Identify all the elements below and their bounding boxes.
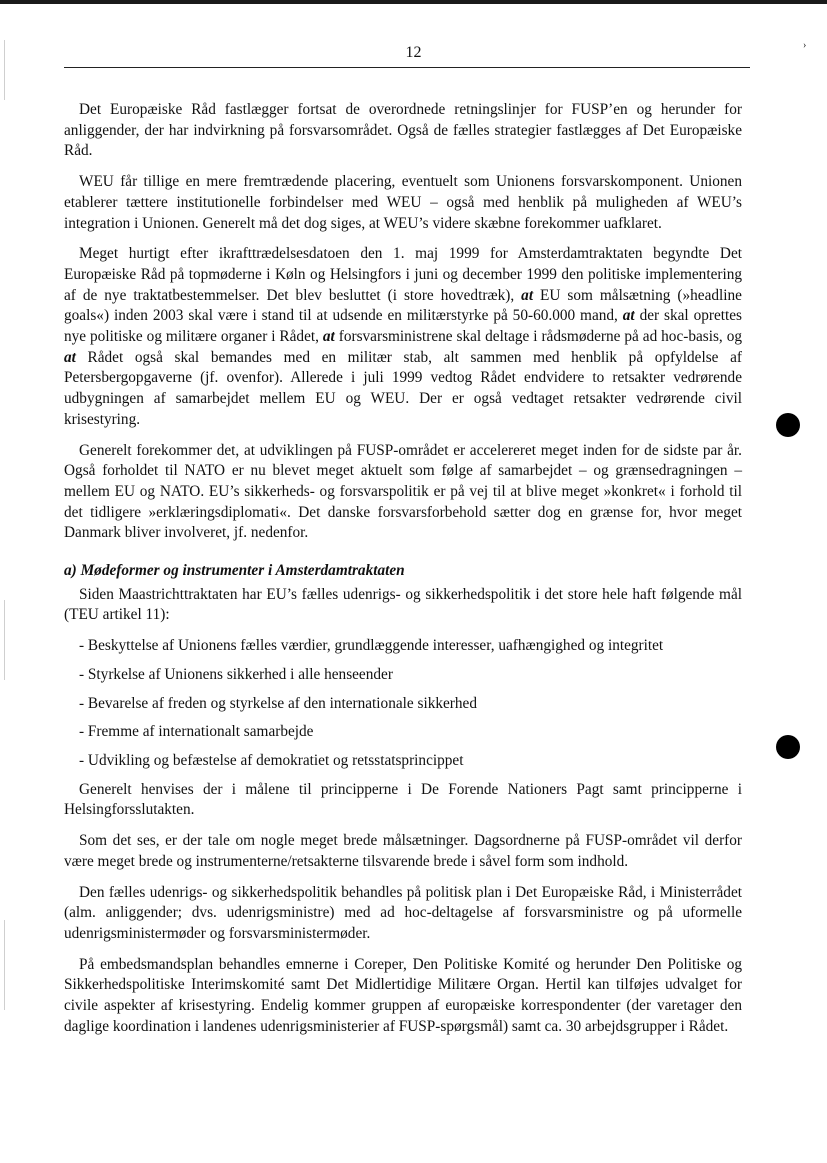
section-heading: a) Mødeformer og instrumenter i Amsterdamtraktaten [64,562,405,580]
paragraph: Generelt henvises der i målene til principperne i De Forende Nationers Pagt samt principperne i Helsingforsslutakten. [64,780,742,819]
emphasis-at: at [622,307,635,325]
punch-hole-dot [776,735,800,759]
list-item: - Fremme af internationalt samarbejde [79,723,314,741]
list-item: - Udvikling og befæstelse af demokratiet og retsstatsprincippet [79,751,464,769]
paragraph: WEU får tillige en mere fremtrædende placering, eventuelt som Unionens forsvarskomponent. Unionen etablerer tættere institutionelle forbindelser med WEU – også med henblik på muligheden af WEU’s integration i Unionen. Generelt må det dog siges, at WEU’s videre skæbne forekommer uafklaret. [64,173,742,232]
page-number: 12 [405,44,422,61]
document-body [64,100,742,1047]
scan-margin-line [4,600,5,680]
paragraph: På embedsmandsplan behandles emnerne i Coreper, Den Politiske Komité og herunder Den Politiske og Sikkerhedspolitiske Interimskomité samt Det Midlertidige Militære Organ. Hertil kan tilføjes udvalget for civile aspekter af krisestyring. Endelig kommer gruppen af europæiske korrespondenter (der varetager den daglige koordination i landenes udenrigsministerier af FUSP-spørgsmål) samt ca. 30 arbejdsgrupper i Rådet. [64,955,742,1035]
header-rule [64,67,750,68]
emphasis-at: at [64,348,76,366]
scan-margin-line [4,920,5,1010]
list-item: - Bevarelse af freden og styrkelse af den internationale sikkerhed [79,694,477,712]
paragraph: Siden Maastrichttraktaten har EU’s fælles udenrigs- og sikkerhedspolitik i det store hele haft følgende mål (TEU artikel 11): [64,585,742,624]
scan-top-border [0,0,827,4]
paragraph-amsterdam: Meget hurtigt efter ikrafttrædelsesdatoen den 1. maj 1999 for Amsterdamtraktaten begyndte Det Europæiske Råd på topmøderne i Køln og Helsingfors i juni og december 1999 den politiske implementering af de nye traktatbestemmelser. Det blev besluttet (i store hovedtræk), at EU som målsætning (»headline goals«) inden 2003 skal være i stand til at udsende en militærstyrke på 50-60.000 mand, at der skal oprettes nye politiske og militære organer i Rådet, at forsvarsministrene skal deltage i rådsmøderne på ad hoc-basis, og at Rådet også skal bemandes med en militær stab, alt sammen med henblik på opfyldelse af Petersbergopgaverne (jf. ovenfor). Allerede i juli 1999 vedtog Rådet endvidere to retsakter vedrørende udbygningen af samarbejdet mellem EU og WEU. Der er også vedtaget retsakter vedrørende civil krisestyring. [64,245,743,428]
emphasis-at: at [322,328,335,346]
paragraph: Som det ses, er der tale om nogle meget brede målsætninger. Dagsordnerne på FUSP-området vil derfor være meget brede og instrumenterne/retsakterne tilsvarende brede i såvel form som indhold. [64,832,742,870]
paragraph: Det Europæiske Råd fastlægger fortsat de overordnede retningslinjer for FUSP’en og herunder for anliggender, der har indvirkning på forsvarsområdet. Også de fælles strategier fastlægges af Det Europæiske Råd. [64,101,742,160]
paragraph: Den fælles udenrigs- og sikkerhedspolitik behandles på politisk plan i Det Europæiske Råd, i Ministerrådet (alm. anliggender; dvs. udenrigsministre) med ad hoc-deltagelse af forsvarsministre og på uformelle udenrigsministermøder og forsvarsministermøder. [64,883,742,942]
emphasis-at: at [521,286,534,304]
margin-mark: › [803,40,807,51]
paragraph: Generelt forekommer det, at udviklingen på FUSP-området er accelereret meget inden for de sidste par år. Også forholdet til NATO er nu blevet meget aktuelt som følge af samarbejdet – og grænsedragningen – mellem EU og NATO. EU’s sikkerheds- og forsvarspolitik er på vej til at blive meget »konkret« i forhold til det tidligere »erklæringsdiplomati«. Det danske forsvarsforbehold sætter dog en grænse for, hvor meget Danmark bliver involveret, jf. nedenfor. [64,441,742,542]
list-item: - Styrkelse af Unionens sikkerhed i alle henseender [79,665,393,683]
goals-list [64,636,742,772]
punch-hole-dot [776,413,800,437]
list-item: - Beskyttelse af Unionens fælles værdier, grundlæggende interesser, uafhængighed og integritet [79,637,664,655]
